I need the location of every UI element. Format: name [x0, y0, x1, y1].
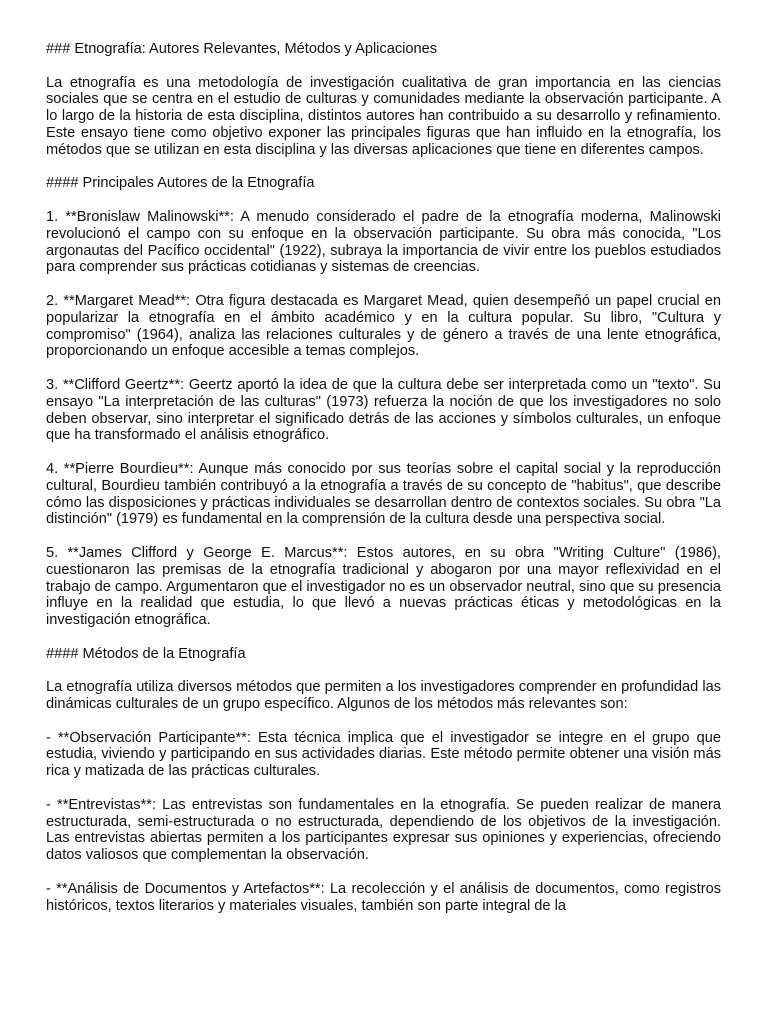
author-paragraph-mead: 2. **Margaret Mead**: Otra figura destacada es Margaret Mead, quien desempeñó un papel crucial en popularizar la etnografía en el ámbito académico y en la cultura popular. Su libro, "Cultura y compromiso" (1964), analiza las relaciones culturales y de género a través de una lente etnográfica, proporcionando un enfoque accesible a temas complejos. [46, 292, 721, 360]
method-item-entrevistas: - **Entrevistas**: Las entrevistas son fundamentales en la etnografía. Se pueden realizar de manera estructurada, semi-estructurada o no estructurada, dependiendo de los objetivos de la investigación. Las entrevistas abiertas permiten a los participantes expresar sus opiniones y experiencias, ofreciendo datos valiosos que complementan la observación. [46, 796, 721, 864]
author-paragraph-bourdieu: 4. **Pierre Bourdieu**: Aunque más conocido por sus teorías sobre el capital social y la reproducción cultural, Bourdieu también contribuyó a la etnografía a través de su concepto de "habitus", que describe cómo las disposiciones y prácticas individuales se desarrollan dentro de contextos sociales. Su obra "La distinción" (1979) es fundamental en la comprensión de la cultura desde una perspectiva social. [46, 460, 721, 528]
author-paragraph-clifford-marcus: 5. **James Clifford y George E. Marcus**: Estos autores, en su obra "Writing Culture" (1986), cuestionaron las premisas de la etnografía tradicional y abogaron por una mayor reflexividad en el trabajo de campo. Argumentaron que el investigador no es un observador neutral, sino que su presencia influye en la realidad que estudia, lo que llevó a nuevas prácticas éticas y metodológicas en la investigación etnográfica. [46, 544, 721, 629]
author-paragraph-geertz: 3. **Clifford Geertz**: Geertz aportó la idea de que la cultura debe ser interpretada como un "texto". Su ensayo "La interpretación de las culturas" (1973) refuerza la noción de que los investigadores no solo deben observar, sino interpretar el significado detrás de las acciones y símbolos culturales, un enfoque que ha transformado el análisis etnográfico. [46, 376, 721, 444]
authors-heading: #### Principales Autores de la Etnografía [46, 175, 315, 192]
methods-intro-paragraph: La etnografía utiliza diversos métodos que permiten a los investigadores comprender en profundidad las dinámicas culturales de un grupo específico. Algunos de los métodos más relevantes son: [46, 679, 721, 713]
document-title: ### Etnografía: Autores Relevantes, Métodos y Aplicaciones [46, 41, 438, 57]
method-item-documentos: - **Análisis de Documentos y Artefactos**: La recolección y el análisis de documentos, como registros históricos, textos literarios y materiales visuales, también son parte integral de la [46, 880, 721, 914]
intro-paragraph: La etnografía es una metodología de investigación cualitativa de gran importancia en las ciencias sociales que se centra en el estudio de culturas y comunidades mediante la observación participante. A lo largo de la historia de esta disciplina, distintos autores han contribuido a su desarrollo y refinamiento. Este ensayo tiene como objetivo exponer las principales figuras que han influido en la etnografía, los métodos que se utilizan en esta disciplina y las diversas aplicaciones que tiene en diferentes campos. [46, 74, 721, 158]
methods-heading: #### Métodos de la Etnografía [46, 645, 246, 662]
method-item-observacion: - **Observación Participante**: Esta técnica implica que el investigador se integre en el grupo que estudia, viviendo y participando en sus actividades diarias. Este método permite obtener una visión más rica y matizada de las prácticas culturales. [46, 729, 721, 780]
document-page [46, 41, 721, 931]
author-paragraph-malinowski: 1. **Bronislaw Malinowski**: A menudo considerado el padre de la etnografía moderna, Malinowski revolucionó el campo con su enfoque en la observación participante. Su obra más conocida, "Los argonautas del Pacífico occidental" (1922), subraya la importancia de vivir entre los pueblos estudiados para comprender sus prácticas cotidianas y sistemas de creencias. [46, 208, 721, 276]
